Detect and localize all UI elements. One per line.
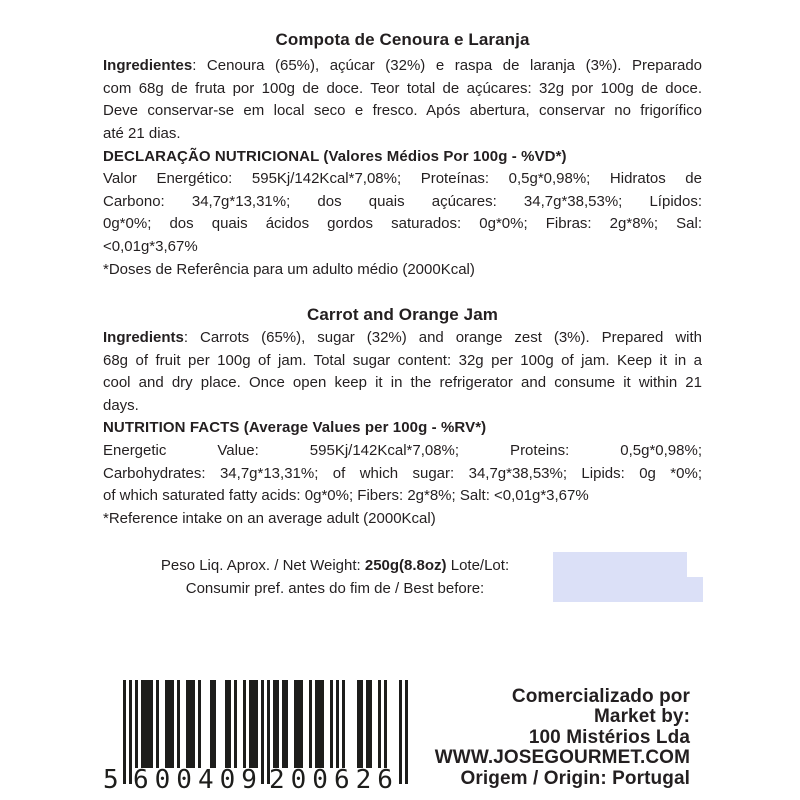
- en-reference-footnote: *Reference intake on an average adult (2000Kcal): [103, 509, 436, 527]
- barcode-bar: [285, 680, 288, 768]
- barcode-bar: [177, 680, 180, 768]
- barcode-bar: [300, 680, 303, 768]
- barcode-bar: [405, 680, 408, 784]
- barcode-bar: [192, 680, 195, 768]
- text-line: cool and dry place. Once open keep it in the refrigerator and consume it within 21: [103, 374, 702, 392]
- barcode-bar: [399, 680, 402, 784]
- distributor-marketed-by-pt: Comercializado por: [511, 686, 690, 707]
- pt-nutrition-paragraph: [103, 168, 702, 258]
- barcode-bar: [360, 680, 363, 768]
- text-line: 0g*0%; dos quais ácidos gordos saturados: 0g*0%; Fibras: 2g*8%; Sal:: [103, 215, 702, 233]
- pt-reference-footnote: *Doses de Referência para um adulto médio (2000Kcal): [103, 260, 475, 278]
- en-ingredients-paragraph: [103, 327, 702, 417]
- barcode-bar: [336, 680, 339, 768]
- text-line: Carbohydrates: 34,7g*13,31%; of which sugar: 34,7g*38,53%; Lipids: 0g *0%;: [103, 464, 702, 482]
- barcode-bar: [369, 680, 372, 768]
- origin-line: Origem / Origin: Portugal: [460, 767, 690, 789]
- text-line: Ingredients: Carrots (65%), sugar (32%) and orange zest (3%). Prepared with: [103, 329, 702, 346]
- barcode-digit-first: 5: [103, 765, 125, 795]
- barcode-bar: [156, 680, 159, 768]
- barcode-bar: [129, 680, 132, 784]
- text-line: Valor Energético: 595Kj/142Kcal*7,08%; Proteínas: 0,5g*0,98%; Hidratos de: [103, 170, 702, 187]
- barcode-bar: [378, 680, 381, 768]
- barcode-bar: [234, 680, 237, 768]
- barcode-bar: [243, 680, 246, 768]
- best-before-placeholder: [553, 577, 703, 602]
- pt-product-title: Compota de Cenoura e Laranja: [275, 30, 530, 49]
- barcode-digits-right: 200626: [269, 765, 399, 795]
- barcode-bar: [255, 680, 258, 768]
- text-line: Ingredientes: Cenoura (65%), açúcar (32%) e raspa de laranja (3%). Preparado: [103, 57, 702, 74]
- en-nutrition-heading: NUTRITION FACTS (Average Values per 100g - %RV*): [103, 419, 487, 436]
- lot-number-placeholder: [553, 552, 687, 577]
- best-before-line: Consumir pref. antes do fim de / Best before:: [185, 579, 485, 597]
- barcode-bar: [384, 680, 387, 768]
- barcode-bar: [228, 680, 231, 768]
- distributor-marketed-by-en: Market by:: [593, 706, 690, 728]
- en-product-title: Carrot and Orange Jam: [306, 305, 499, 324]
- pt-ingredients-paragraph: [103, 55, 702, 145]
- barcode-bar: [135, 680, 138, 768]
- net-weight-line: Peso Liq. Aprox. / Net Weight: 250g(8.8oz) Lote/Lot:: [160, 557, 510, 574]
- barcode-bar: [150, 680, 153, 768]
- net-weight-block: [103, 555, 567, 600]
- text-line: Carbono: 34,7g*13,31%; dos quais açúcares: 34,7g*38,53%; Lípidos:: [103, 192, 702, 210]
- barcode-bar: [321, 680, 324, 768]
- barcode-bar: [276, 680, 279, 768]
- barcode-bar: [309, 680, 312, 768]
- text-line: Deve conservar-se em local seco e fresco. Após abertura, conservar no frigorífico: [103, 102, 702, 120]
- barcode-digits-left: 600409: [133, 765, 263, 795]
- barcode-bar: [171, 680, 174, 768]
- text-line: 68g of fruit per 100g of jam. Total sugar content: 32g per 100g of jam. Keep it in a: [103, 351, 702, 369]
- pt-nutrition-heading: DECLARAÇÃO NUTRICIONAL (Valores Médios Por 100g - %VD*): [103, 147, 567, 165]
- barcode-bar: [213, 680, 216, 768]
- ean13-barcode: [100, 680, 430, 800]
- text-line: days.: [103, 396, 139, 414]
- distributor-company-name: 100 Mistérios Lda: [528, 726, 690, 748]
- text-line: até 21 dias.: [103, 124, 181, 142]
- text-line: com 68g de fruta por 100g de doce. Teor total de açúcares: 32g por 100g de doce.: [103, 79, 702, 97]
- text-line: Energetic Value: 595Kj/142Kcal*7,08%; Proteins: 0,5g*0,98%;: [103, 442, 702, 459]
- barcode-bar: [342, 680, 345, 768]
- en-nutrition-paragraph: [103, 440, 702, 508]
- text-line: of which saturated fatty acids: 0g*0%; Fibers: 2g*8%; Salt: <0,01g*3,67%: [103, 487, 589, 505]
- barcode-bar: [198, 680, 201, 768]
- distributor-website: WWW.JOSEGOURMET.COM: [434, 747, 690, 769]
- distributor-block: [435, 687, 690, 789]
- text-line: <0,01g*3,67%: [103, 237, 198, 255]
- barcode-bar: [330, 680, 333, 768]
